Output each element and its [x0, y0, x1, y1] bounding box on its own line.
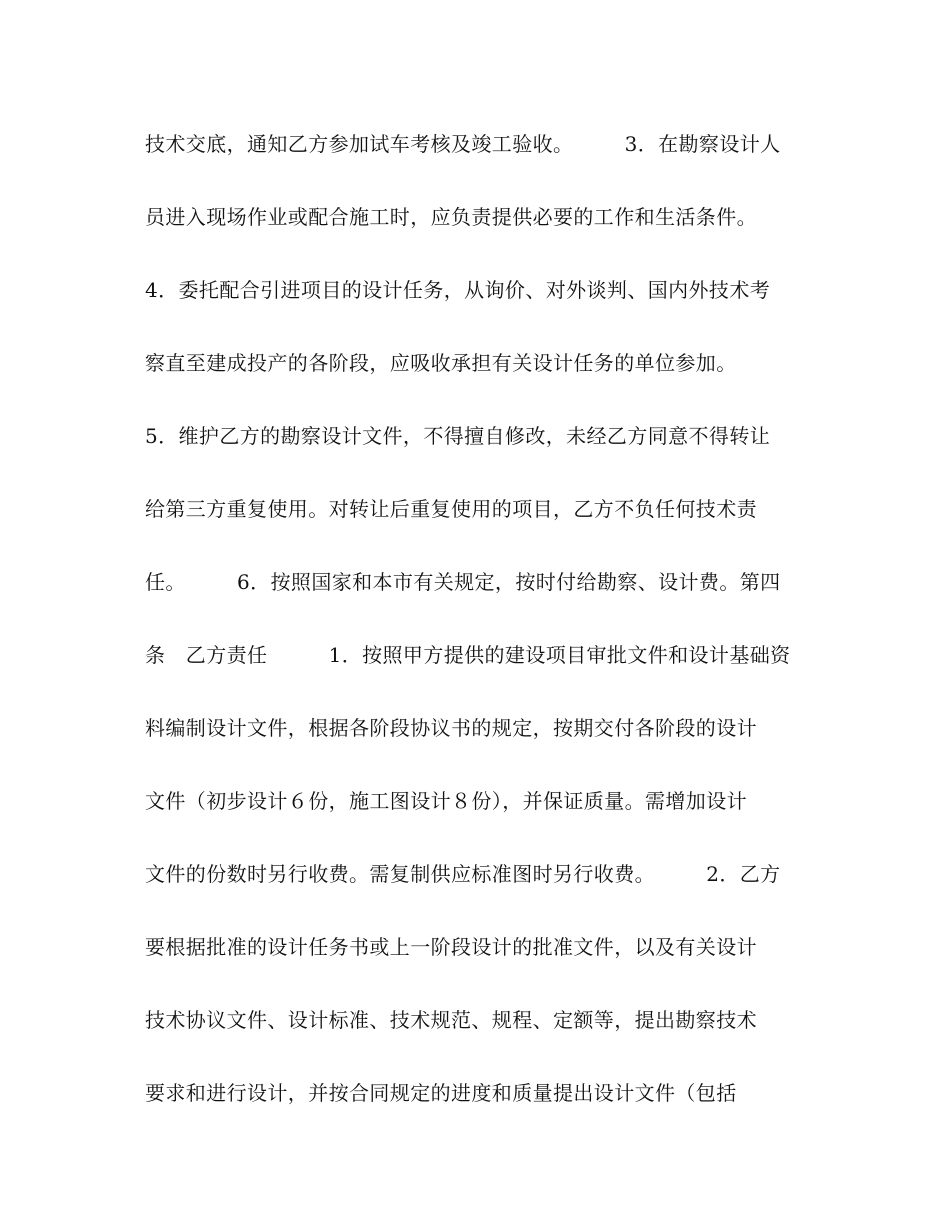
text-line: 料编制设计文件，根据各阶段协议书的规定，按期交付各阶段的设计	[145, 716, 757, 740]
text-line: 察直至建成投产的各阶段，应吸收承担有关设计任务的单位参加。	[145, 351, 737, 375]
text-line: 技术交底，通知乙方参加试车考核及竣工验收。 3．在勘察设计人	[145, 132, 781, 156]
text-line: 文件的份数时另行收费。需复制供应标准图时另行收费。 2．乙方	[145, 862, 781, 886]
text-line: 要根据批准的设计任务书或上一阶段设计的批准文件，以及有关设计	[145, 935, 757, 959]
text-line: 给第三方重复使用。对转让后重复使用的项目，乙方不负任何技术责	[145, 497, 757, 521]
text-line: 文件（初步设计６份，施工图设计８份），并保证质量。需增加设计	[145, 789, 747, 813]
text-line: 要求和进行设计，并按合同规定的进度和质量提出设计文件（包括	[145, 1081, 737, 1105]
text-line: 任。 6．按照国家和本市有关规定，按时付给勘察、设计费。第四	[145, 570, 781, 594]
contract-body-text	[145, 120, 810, 1142]
text-line: 5．维护乙方的勘察设计文件，不得擅自修改，未经乙方同意不得转让	[145, 424, 771, 448]
text-line: 4．委托配合引进项目的设计任务，从询价、对外谈判、国内外技术考	[145, 278, 771, 302]
text-line: 技术协议文件、设计标准、技术规范、规程、定额等，提出勘察技术	[145, 1008, 757, 1032]
text-line: 条 乙方责任 1．按照甲方提供的建设项目审批文件和设计基础资	[145, 643, 791, 667]
text-line: 员进入现场作业或配合施工时，应负责提供必要的工作和生活条件。	[145, 205, 757, 229]
